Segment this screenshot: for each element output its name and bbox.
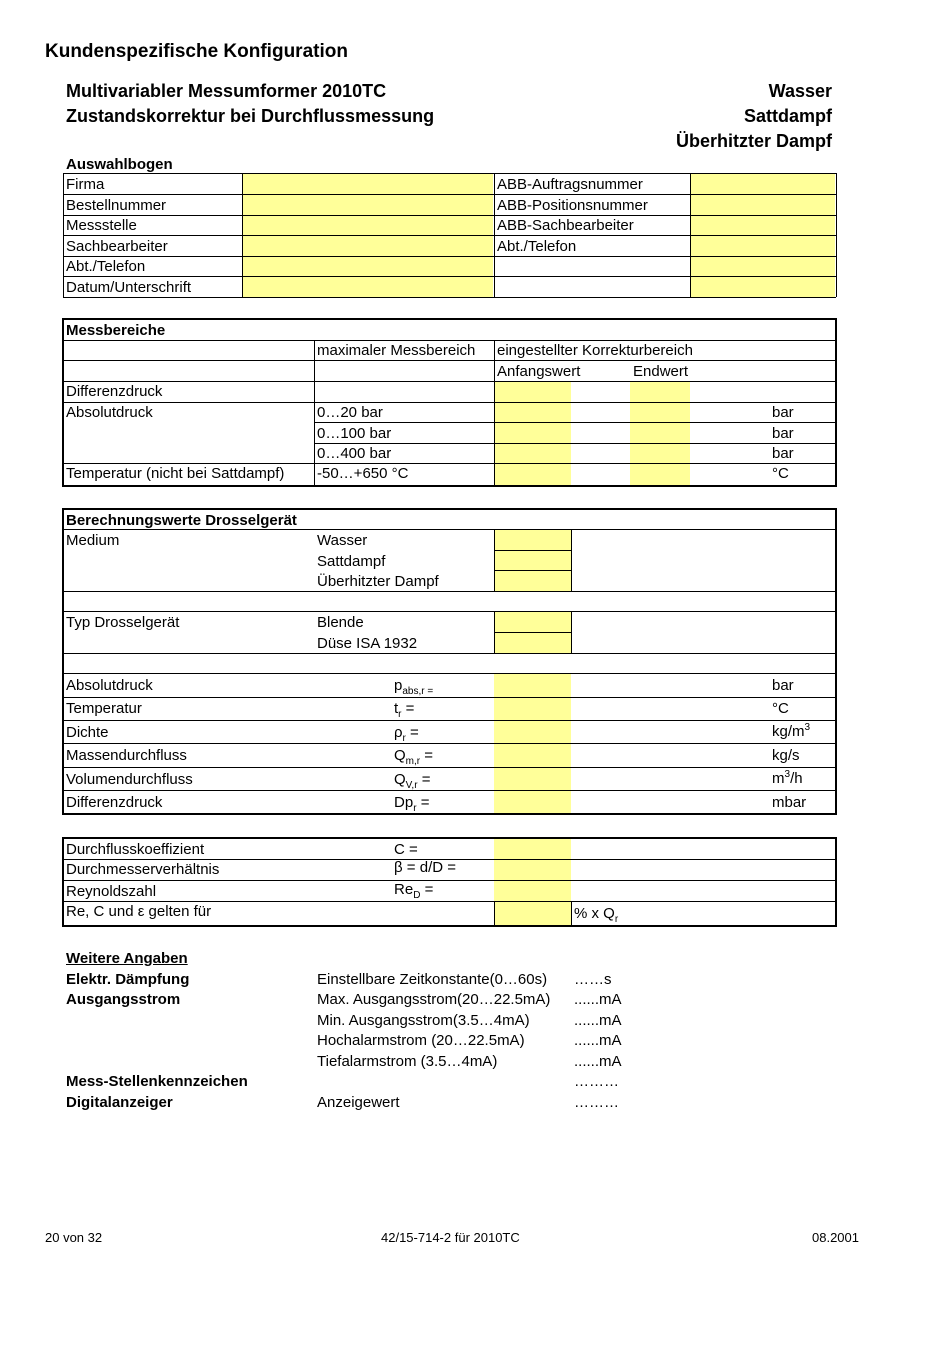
further-desc-hochalarm: Hochalarmstrom (20…22.5mA) xyxy=(317,1032,525,1049)
calc-label-temperatur: Temperatur xyxy=(66,700,142,717)
label-firma: Firma xyxy=(66,176,105,193)
label-bestellnummer: Bestellnummer xyxy=(66,197,167,214)
coef-label-valid: Re, C und ε gelten für xyxy=(66,903,212,920)
range-label-temperatur: Temperatur (nicht bei Sattdampf) xyxy=(66,465,285,482)
further-val-tiefalarm[interactable]: ......mA xyxy=(574,1053,622,1070)
coef-label-durchfluss: Durchflusskoeffizient xyxy=(66,841,205,858)
further-desc-daempfung: Einstellbare Zeitkonstante(0…60s) xyxy=(317,971,548,988)
medium-wasser: Wasser xyxy=(317,532,368,549)
coef-symbol-c: C = xyxy=(394,841,418,858)
label-datum-unterschrift: Datum/Unterschrift xyxy=(66,279,192,296)
label-messstelle: Messstelle xyxy=(66,217,137,234)
further-val-daempfung[interactable]: ……s xyxy=(574,971,612,988)
coef-percent: % x $Q_r$ xyxy=(574,905,619,925)
calc-label-diffdruck: Differenzdruck xyxy=(66,794,163,811)
further-desc-anzeigewert: Anzeigewert xyxy=(317,1094,400,1111)
footer-date: 08.2001 xyxy=(812,1230,859,1245)
calc-label-dichte: Dichte xyxy=(66,724,109,741)
calc-label-massendurchfluss: Massendurchfluss xyxy=(66,747,187,764)
label-sachbearbeiter: Sachbearbeiter xyxy=(66,238,168,255)
footer-docnumber: 42/15-714-2 für 2010TC xyxy=(381,1230,520,1245)
further-label-kennzeichen: Mess-Stellenkennzeichen xyxy=(66,1073,248,1090)
calc-unit-mbar: mbar xyxy=(772,794,807,811)
coef-label-durchmesser: Durchmesserverhältnis xyxy=(66,861,220,878)
further-label-daempfung: Elektr. Dämpfung xyxy=(66,971,190,988)
calc-symbol-qv: $Q_{V,r}$ = xyxy=(394,771,431,791)
range-unit-bar2: bar xyxy=(772,425,794,442)
selection-header: Auswahlbogen xyxy=(66,156,173,173)
page-title: Kundenspezifische Konfiguration xyxy=(45,41,348,62)
calc-symbol-qm: $Q_{m,r}$ = xyxy=(394,747,434,767)
col-max-range: maximaler Messbereich xyxy=(317,342,476,359)
calc-label-volumendurchfluss: Volumendurchfluss xyxy=(66,771,193,788)
coef-symbol-re: $Re_D$ = xyxy=(394,881,434,901)
coef-symbol-beta: β = d/D = xyxy=(394,859,456,876)
media-ueberhitzt: Überhitzter Dampf xyxy=(675,131,832,151)
range-value-20bar: 0…20 bar xyxy=(317,404,383,421)
type-label: Typ Drosselgerät xyxy=(66,614,180,631)
further-desc-min: Min. Ausgangsstrom(3.5…4mA) xyxy=(317,1012,530,1029)
range-label-absdruck: Absolutdruck xyxy=(66,404,153,421)
calc-unit-bar: bar xyxy=(772,677,794,694)
calc-symbol-dp: $Dp_r$ = xyxy=(394,794,430,814)
media-wasser: Wasser xyxy=(768,81,832,101)
calc-unit-degc: °C xyxy=(772,700,789,717)
calc-symbol-rho: $\rho_r$ = xyxy=(394,724,419,744)
label-abb-sachbearbeiter: ABB-Sachbearbeiter xyxy=(497,217,634,234)
col-set-range: eingestellter Korrekturbereich xyxy=(497,342,693,359)
further-label-digitalanzeiger: Digitalanzeiger xyxy=(66,1094,173,1111)
subtitle-purpose: Zustandskorrektur bei Durchflussmessung xyxy=(66,106,435,126)
subtitle-device: Multivariabler Messumformer 2010TC xyxy=(66,81,387,101)
label-abb-positionsnummer: ABB-Positionsnummer xyxy=(497,197,648,214)
further-val-hochalarm[interactable]: ......mA xyxy=(574,1032,622,1049)
further-desc-max: Max. Ausgangsstrom(20…22.5mA) xyxy=(317,991,551,1008)
medium-label: Medium xyxy=(66,532,120,549)
further-desc-tiefalarm: Tiefalarmstrom (3.5…4mA) xyxy=(317,1053,498,1070)
range-label-diffdruck: Differenzdruck xyxy=(66,383,163,400)
calc-unit-kgm3: $kg/m^3$ xyxy=(772,722,811,740)
footer-page: 20 von 32 xyxy=(45,1230,103,1245)
range-unit-degc: °C xyxy=(772,465,789,482)
further-val-max[interactable]: ......mA xyxy=(574,991,622,1008)
calc-label-absdruck: Absolutdruck xyxy=(66,677,153,694)
range-unit-bar1: bar xyxy=(772,404,794,421)
range-value-400bar: 0…400 bar xyxy=(317,445,392,462)
label-abt-telefon: Abt./Telefon xyxy=(66,258,146,275)
media-sattdampf: Sattdampf xyxy=(743,106,832,126)
coef-label-reynolds: Reynoldszahl xyxy=(66,883,157,900)
calc-unit-m3h: $m^3/h$ xyxy=(772,769,803,787)
medium-ueberhitzt: Überhitzter Dampf xyxy=(317,573,439,590)
medium-sattdampf: Sattdampf xyxy=(317,553,386,570)
further-header: Weitere Angaben xyxy=(66,950,188,967)
calc-symbol-tr: $t_r$ = xyxy=(394,700,415,720)
range-unit-bar3: bar xyxy=(772,445,794,462)
calc-symbol-pabs: $p_{abs,r =}$ xyxy=(394,677,434,697)
further-label-ausgangsstrom: Ausgangsstrom xyxy=(66,991,181,1008)
label-abb-auftragsnummer: ABB-Auftragsnummer xyxy=(497,176,643,193)
further-val-kennzeichen[interactable]: ……… xyxy=(574,1073,619,1090)
range-value-temp: -50…+650 °C xyxy=(317,465,409,482)
further-val-anzeigewert[interactable]: ……… xyxy=(574,1094,619,1111)
col-start-value: Anfangswert xyxy=(497,363,581,380)
type-duese: Düse ISA 1932 xyxy=(317,635,418,652)
ranges-header: Messbereiche xyxy=(66,322,166,339)
range-value-100bar: 0…100 bar xyxy=(317,425,392,442)
calc-header: Berechnungswerte Drosselgerät xyxy=(66,512,297,529)
further-val-min[interactable]: ......mA xyxy=(574,1012,622,1029)
type-blende: Blende xyxy=(317,614,364,631)
calc-unit-kgs: kg/s xyxy=(772,747,800,764)
col-end-value: Endwert xyxy=(633,363,689,380)
label-abb-abt-telefon: Abt./Telefon xyxy=(497,238,577,255)
